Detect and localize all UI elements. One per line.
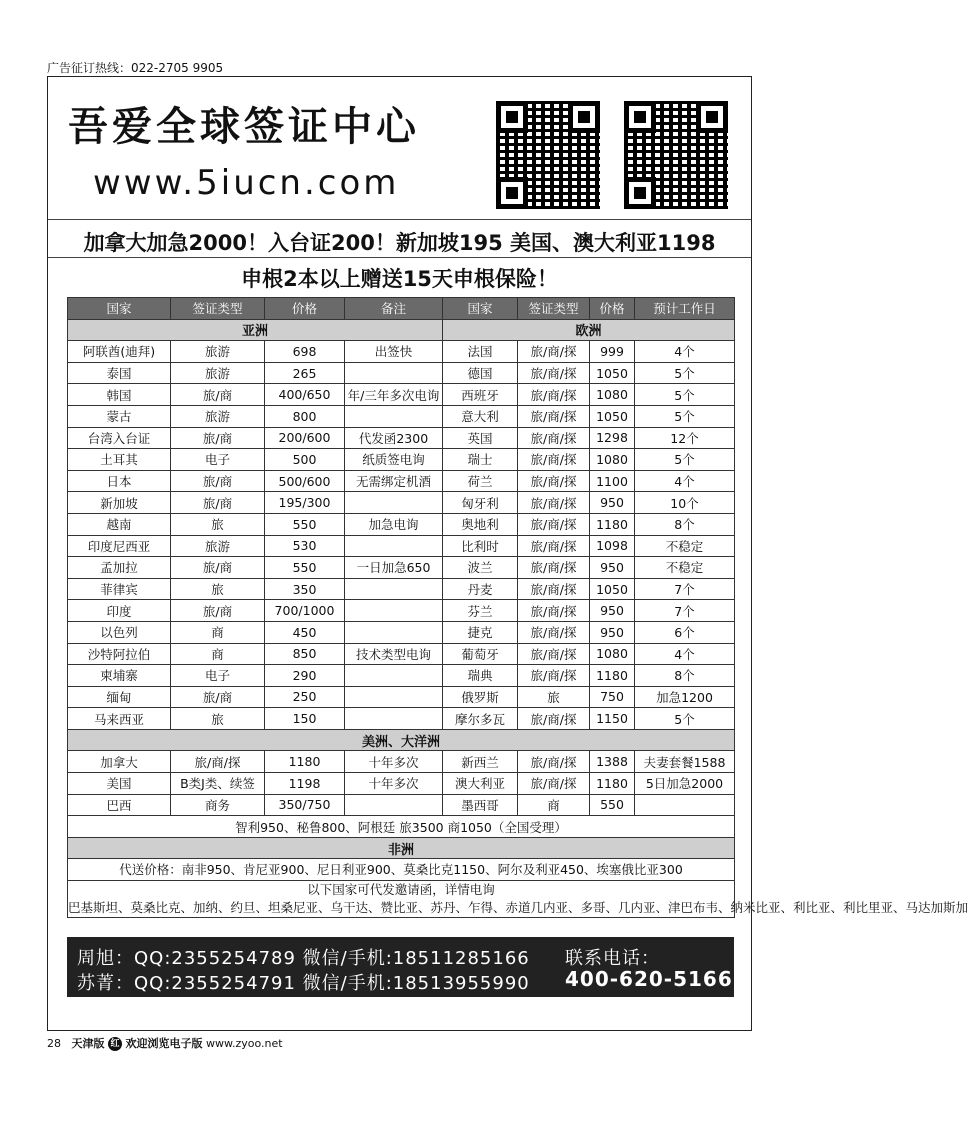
table-row bbox=[68, 643, 735, 665]
table-cell: 旅/商/探 bbox=[518, 341, 590, 363]
table-cell: 850 bbox=[265, 643, 345, 665]
table-cell: 400/650 bbox=[265, 384, 345, 406]
table-row bbox=[68, 341, 735, 363]
column-header: 价格 bbox=[590, 298, 635, 320]
visa-price-table bbox=[67, 297, 968, 918]
table-cell: B类J类、续签 bbox=[171, 773, 265, 795]
table-cell: 1150 bbox=[590, 708, 635, 730]
table-cell: 旅 bbox=[171, 513, 265, 535]
table-cell: 999 bbox=[590, 341, 635, 363]
ad-frame bbox=[47, 76, 968, 1031]
table-cell: 1388 bbox=[590, 751, 635, 773]
table-cell: 5日加急2000 bbox=[635, 773, 735, 795]
table-cell: 缅甸 bbox=[68, 686, 171, 708]
table-cell: 代发函2300 bbox=[345, 427, 443, 449]
phone-label: 联系电话： bbox=[565, 948, 660, 969]
table-body bbox=[68, 319, 968, 917]
region-label: 非洲 bbox=[68, 837, 735, 859]
table-cell: 旅/商 bbox=[171, 492, 265, 514]
latam-note-row-text: 智利950、秘鲁800、阿根廷 旅3500 商1050（全国受理） bbox=[68, 816, 735, 838]
table-cell: 泰国 bbox=[68, 362, 171, 384]
table-cell: 新加坡 bbox=[68, 492, 171, 514]
africa-note-row-text: 代送价格：南非950、肯尼亚900、尼日利亚900、莫桑比克1150、阿尔及利亚450、埃塞俄比亚300 bbox=[68, 859, 735, 881]
table-cell bbox=[345, 665, 443, 687]
table-cell: 新西兰 bbox=[443, 751, 518, 773]
table-row bbox=[68, 773, 735, 795]
table-cell: 旅/商 bbox=[171, 470, 265, 492]
table-cell: 旅/商 bbox=[171, 427, 265, 449]
table-cell: 年/三年多次电询 bbox=[345, 384, 443, 406]
table-cell: 马来西亚 bbox=[68, 708, 171, 730]
table-cell: 750 bbox=[590, 686, 635, 708]
table-row bbox=[68, 794, 735, 816]
table-cell: 7个 bbox=[635, 578, 735, 600]
table-cell: 4个 bbox=[635, 643, 735, 665]
table-cell: 450 bbox=[265, 621, 345, 643]
table-cell: 摩尔多瓦 bbox=[443, 708, 518, 730]
table-cell: 夫妻套餐1588 bbox=[635, 751, 735, 773]
table-cell: 500 bbox=[265, 449, 345, 471]
table-cell: 商务 bbox=[171, 794, 265, 816]
table-row bbox=[68, 708, 735, 730]
table-cell: 台湾入台证 bbox=[68, 427, 171, 449]
table-cell bbox=[345, 362, 443, 384]
table-row bbox=[68, 427, 735, 449]
table-cell: 10个 bbox=[635, 492, 735, 514]
table-cell: 1180 bbox=[590, 513, 635, 535]
table-cell: 商 bbox=[171, 643, 265, 665]
table-cell: 日本 bbox=[68, 470, 171, 492]
table-cell: 葡萄牙 bbox=[443, 643, 518, 665]
table-cell: 5个 bbox=[635, 384, 735, 406]
table-cell: 奥地利 bbox=[443, 513, 518, 535]
table-row bbox=[68, 492, 735, 514]
table-cell: 旅/商/探 bbox=[518, 621, 590, 643]
table-cell: 1080 bbox=[590, 643, 635, 665]
table-cell bbox=[345, 708, 443, 730]
table-cell: 旅/商/探 bbox=[171, 751, 265, 773]
table-cell: 美国 bbox=[68, 773, 171, 795]
table-cell: 丹麦 bbox=[443, 578, 518, 600]
table-cell bbox=[345, 578, 443, 600]
table-cell: 1080 bbox=[590, 384, 635, 406]
table-cell: 1180 bbox=[265, 751, 345, 773]
table-cell: 韩国 bbox=[68, 384, 171, 406]
table-cell: 旅/商/探 bbox=[518, 405, 590, 427]
table-cell: 旅/商/探 bbox=[518, 578, 590, 600]
divider bbox=[48, 219, 751, 220]
column-header: 备注 bbox=[345, 298, 443, 320]
invite-note-row bbox=[68, 881, 735, 918]
table-cell: 旅/商/探 bbox=[518, 427, 590, 449]
table-cell: 出签快 bbox=[345, 341, 443, 363]
table-row bbox=[68, 751, 735, 773]
table-cell: 12个 bbox=[635, 427, 735, 449]
column-header: 国家 bbox=[443, 298, 518, 320]
page-footer bbox=[47, 1035, 283, 1051]
region-header-row bbox=[68, 837, 735, 859]
table-cell: 530 bbox=[265, 535, 345, 557]
table-cell: 英国 bbox=[443, 427, 518, 449]
table-row bbox=[68, 600, 735, 622]
table-cell: 旅游 bbox=[171, 362, 265, 384]
table-cell: 比利时 bbox=[443, 535, 518, 557]
table-cell: 1180 bbox=[590, 665, 635, 687]
table-cell: 5个 bbox=[635, 405, 735, 427]
table-cell bbox=[345, 600, 443, 622]
table-cell: 德国 bbox=[443, 362, 518, 384]
divider bbox=[48, 257, 751, 258]
latam-note-row bbox=[68, 816, 735, 838]
hotline-phone[interactable]: 400-620-5166 bbox=[565, 967, 733, 991]
contact-line-sujing: 苏菁：QQ:2355254791 微信/手机:18513955990 bbox=[77, 973, 530, 994]
promo-subheadline: 申根2本以上赠送15天申根保险！ bbox=[241, 267, 558, 291]
table-cell: 一日加急650 bbox=[345, 557, 443, 579]
contact-line-zhouxu: 周旭：QQ:2355254789 微信/手机:18511285166 bbox=[77, 948, 530, 969]
table-cell: 1050 bbox=[590, 578, 635, 600]
table-cell: 1050 bbox=[590, 362, 635, 384]
table-cell: 350/750 bbox=[265, 794, 345, 816]
invite-note-row-text: 以下国家可代发邀请函，详情电询 巴基斯坦、莫桑比克、加纳、约旦、坦桑尼亚、乌干达、赞比亚、苏丹、乍得、赤道几内亚、多哥、几内亚、津巴布韦、纳米比亚、利比亚、利比里亚、马达加斯加 bbox=[68, 881, 735, 918]
table-cell: 旅/商/探 bbox=[518, 470, 590, 492]
table-cell: 800 bbox=[265, 405, 345, 427]
region-label: 亚洲 bbox=[68, 319, 443, 341]
table-cell: 旅 bbox=[518, 686, 590, 708]
table-cell: 阿联酋(迪拜) bbox=[68, 341, 171, 363]
table-cell: 700/1000 bbox=[265, 600, 345, 622]
table-cell: 墨西哥 bbox=[443, 794, 518, 816]
table-row bbox=[68, 513, 735, 535]
column-header: 签证类型 bbox=[171, 298, 265, 320]
table-cell: 4个 bbox=[635, 341, 735, 363]
table-cell: 350 bbox=[265, 578, 345, 600]
table-cell: 旅/商/探 bbox=[518, 513, 590, 535]
table-row bbox=[68, 621, 735, 643]
edition-label: 天津版 bbox=[71, 1037, 105, 1050]
table-cell: 加拿大 bbox=[68, 751, 171, 773]
table-cell: 旅/商 bbox=[171, 384, 265, 406]
table-cell bbox=[345, 621, 443, 643]
table-cell: 意大利 bbox=[443, 405, 518, 427]
table-cell: 1050 bbox=[590, 405, 635, 427]
table-cell: 698 bbox=[265, 341, 345, 363]
table-cell bbox=[635, 794, 735, 816]
table-cell: 6个 bbox=[635, 621, 735, 643]
table-cell: 旅/商/探 bbox=[518, 492, 590, 514]
weibo-qr-code-icon bbox=[496, 101, 600, 209]
table-cell: 旅游 bbox=[171, 405, 265, 427]
table-cell: 旅/商 bbox=[171, 600, 265, 622]
region-header-row bbox=[68, 729, 735, 751]
table-row bbox=[68, 686, 735, 708]
table-cell: 550 bbox=[265, 513, 345, 535]
table-cell: 旅/商/探 bbox=[518, 535, 590, 557]
edition-badge-icon: 红 bbox=[108, 1037, 122, 1051]
table-cell: 7个 bbox=[635, 600, 735, 622]
table-cell: 菲律宾 bbox=[68, 578, 171, 600]
table-cell: 旅/商/探 bbox=[518, 384, 590, 406]
table-cell: 265 bbox=[265, 362, 345, 384]
table-row bbox=[68, 449, 735, 471]
table-cell: 芬兰 bbox=[443, 600, 518, 622]
table-cell: 以色列 bbox=[68, 621, 171, 643]
table-cell: 1180 bbox=[590, 773, 635, 795]
table-cell bbox=[345, 686, 443, 708]
table-cell: 550 bbox=[590, 794, 635, 816]
table-cell: 旅 bbox=[171, 578, 265, 600]
footer-text: 欢迎浏览电子版 bbox=[125, 1037, 203, 1050]
column-header: 预计工作日 bbox=[635, 298, 735, 320]
table-cell: 旅/商/探 bbox=[518, 643, 590, 665]
table-cell: 十年多次 bbox=[345, 751, 443, 773]
table-cell: 290 bbox=[265, 665, 345, 687]
table-cell: 瑞典 bbox=[443, 665, 518, 687]
region-header-row bbox=[68, 319, 735, 341]
table-cell: 旅游 bbox=[171, 341, 265, 363]
table-cell: 950 bbox=[590, 492, 635, 514]
table-cell: 蒙古 bbox=[68, 405, 171, 427]
table-cell: 旅/商 bbox=[171, 557, 265, 579]
table-row bbox=[68, 405, 735, 427]
table-cell: 纸质签电询 bbox=[345, 449, 443, 471]
table-cell: 8个 bbox=[635, 665, 735, 687]
table-row bbox=[68, 384, 735, 406]
table-cell: 8个 bbox=[635, 513, 735, 535]
table-cell: 巴西 bbox=[68, 794, 171, 816]
table-cell: 旅 bbox=[171, 708, 265, 730]
table-cell: 孟加拉 bbox=[68, 557, 171, 579]
table-header-row bbox=[68, 298, 735, 320]
table-cell: 沙特阿拉伯 bbox=[68, 643, 171, 665]
table-cell: 技术类型电询 bbox=[345, 643, 443, 665]
table-cell: 950 bbox=[590, 621, 635, 643]
table-cell: 旅/商/探 bbox=[518, 362, 590, 384]
table-row bbox=[68, 362, 735, 384]
table-cell: 加急1200 bbox=[635, 686, 735, 708]
table-cell: 无需绑定机酒 bbox=[345, 470, 443, 492]
table-cell: 195/300 bbox=[265, 492, 345, 514]
table-cell: 土耳其 bbox=[68, 449, 171, 471]
table-cell: 250 bbox=[265, 686, 345, 708]
table-cell: 旅/商/探 bbox=[518, 773, 590, 795]
website-url[interactable]: www.5iucn.com bbox=[93, 163, 400, 203]
contact-bar bbox=[67, 937, 734, 997]
table-cell: 旅/商/探 bbox=[518, 600, 590, 622]
table-cell: 旅/商/探 bbox=[518, 751, 590, 773]
table-cell: 旅/商 bbox=[171, 686, 265, 708]
region-label: 欧洲 bbox=[443, 319, 735, 341]
table-row bbox=[68, 578, 735, 600]
table-cell: 950 bbox=[590, 557, 635, 579]
table-cell: 捷克 bbox=[443, 621, 518, 643]
column-header: 国家 bbox=[68, 298, 171, 320]
table-cell bbox=[345, 405, 443, 427]
table-cell: 950 bbox=[590, 600, 635, 622]
table-cell: 不稳定 bbox=[635, 535, 735, 557]
wechat-qr-code-icon bbox=[624, 101, 728, 209]
table-cell: 波兰 bbox=[443, 557, 518, 579]
table-cell: 俄罗斯 bbox=[443, 686, 518, 708]
table-cell: 法国 bbox=[443, 341, 518, 363]
table-cell: 550 bbox=[265, 557, 345, 579]
table-cell: 1198 bbox=[265, 773, 345, 795]
table-cell: 5个 bbox=[635, 362, 735, 384]
table-cell: 电子 bbox=[171, 449, 265, 471]
table-cell: 十年多次 bbox=[345, 773, 443, 795]
table-cell: 1080 bbox=[590, 449, 635, 471]
table-cell: 瑞士 bbox=[443, 449, 518, 471]
table-cell: 电子 bbox=[171, 665, 265, 687]
table-cell: 150 bbox=[265, 708, 345, 730]
table-row bbox=[68, 665, 735, 687]
promo-headline: 加拿大加急2000！入台证200！新加坡195 美国、澳大利亚1198 bbox=[83, 231, 716, 255]
table-cell: 西班牙 bbox=[443, 384, 518, 406]
table-cell: 500/600 bbox=[265, 470, 345, 492]
footer-url[interactable]: www.zyoo.net bbox=[206, 1037, 283, 1050]
table-cell: 荷兰 bbox=[443, 470, 518, 492]
table-cell: 商 bbox=[518, 794, 590, 816]
table-row bbox=[68, 535, 735, 557]
table-cell: 5个 bbox=[635, 449, 735, 471]
table-cell: 旅/商/探 bbox=[518, 708, 590, 730]
table-row bbox=[68, 557, 735, 579]
table-cell: 不稳定 bbox=[635, 557, 735, 579]
table-cell: 印度尼西亚 bbox=[68, 535, 171, 557]
column-header: 签证类型 bbox=[518, 298, 590, 320]
africa-note-row bbox=[68, 859, 735, 881]
table-cell: 1098 bbox=[590, 535, 635, 557]
table-row bbox=[68, 470, 735, 492]
brand-title: 吾爱全球签证中心 bbox=[68, 103, 420, 150]
table-cell: 商 bbox=[171, 621, 265, 643]
table-cell: 旅/商/探 bbox=[518, 557, 590, 579]
page-number: 28 bbox=[47, 1037, 61, 1050]
table-cell bbox=[345, 535, 443, 557]
table-cell: 匈牙利 bbox=[443, 492, 518, 514]
table-cell: 澳大利亚 bbox=[443, 773, 518, 795]
table-cell: 200/600 bbox=[265, 427, 345, 449]
table-cell: 旅游 bbox=[171, 535, 265, 557]
ad-hotline: 广告征订热线：022-2705 9905 bbox=[47, 61, 224, 75]
table-cell bbox=[345, 794, 443, 816]
table-cell bbox=[345, 492, 443, 514]
table-cell: 柬埔寨 bbox=[68, 665, 171, 687]
table-cell: 1298 bbox=[590, 427, 635, 449]
table-cell: 旅/商/探 bbox=[518, 449, 590, 471]
table-cell: 越南 bbox=[68, 513, 171, 535]
table-cell: 旅/商/探 bbox=[518, 665, 590, 687]
table-cell: 印度 bbox=[68, 600, 171, 622]
region-label: 美洲、大洋洲 bbox=[68, 729, 735, 751]
table-cell: 5个 bbox=[635, 708, 735, 730]
table-cell: 加急电询 bbox=[345, 513, 443, 535]
table-cell: 1100 bbox=[590, 470, 635, 492]
column-header: 价格 bbox=[265, 298, 345, 320]
table-cell: 4个 bbox=[635, 470, 735, 492]
